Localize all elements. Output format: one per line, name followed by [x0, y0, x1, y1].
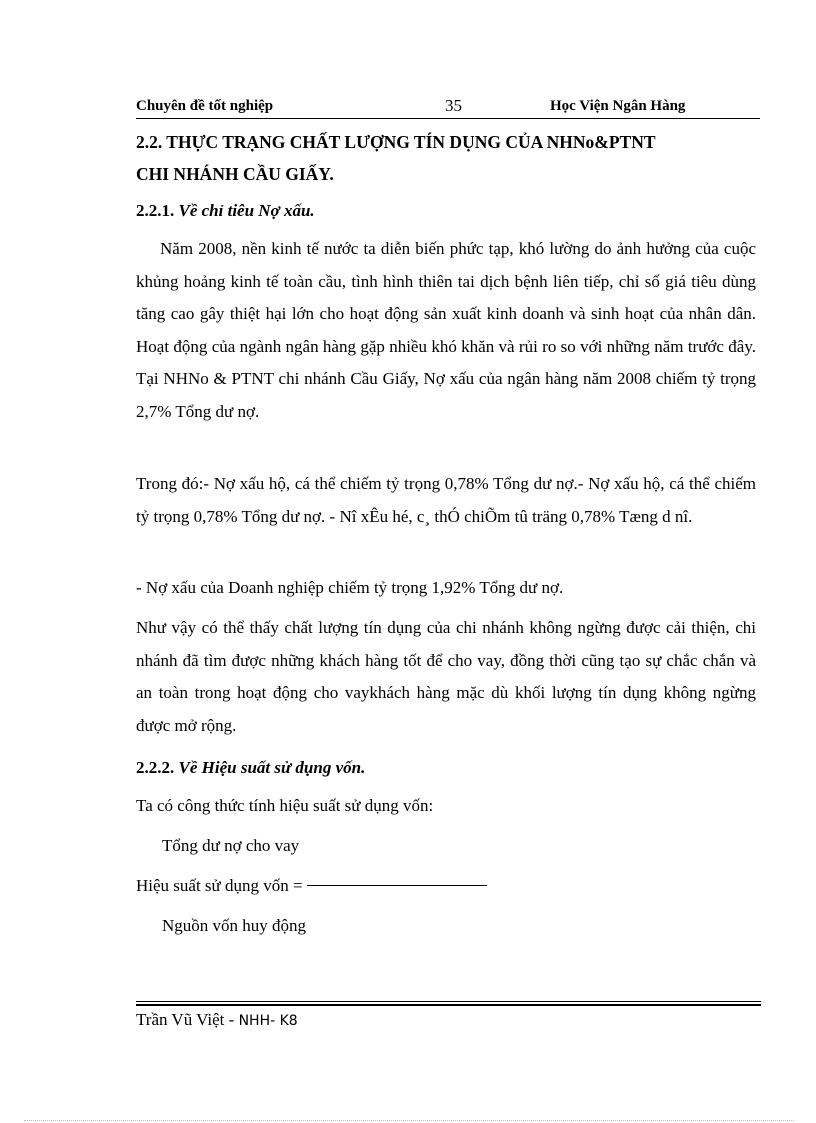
formula-equation	[136, 876, 487, 896]
formula-intro: Ta có công thức tính hiệu suất sử dụng vốn:	[136, 796, 434, 815]
footer-rule-thick	[136, 1004, 761, 1006]
section-title-line-2: CHI NHÁNH CẦU GIẤY.	[136, 164, 334, 184]
section-title-line-1: 2.2. THỰC TRẠNG CHẤT LƯỢNG TÍN DỤNG CỦA NHNo&PTNT	[136, 132, 656, 152]
formula-denominator: Nguồn vốn huy động	[162, 916, 307, 935]
subsection-number: 2.2.1.	[136, 201, 175, 220]
subsection-heading-2-2-2	[136, 758, 365, 778]
footer-author: Trần Vũ Việt -	[136, 1010, 235, 1029]
footer-rule-thin	[136, 1001, 761, 1002]
page-bottom-dotted-edge	[24, 1120, 794, 1121]
header-institution: Học Viện Ngân Hàng	[550, 98, 686, 114]
paragraph-bad-debt-context: Năm 2008, nền kinh tế nước ta diễn biến phức tạp, khó lường do ảnh hưởng của cuộc khủng hoảng kinh tế toàn cầu, tình hình thiên tai dịch bệnh liên tiếp, chỉ số giá tiêu dùng tăng cao gây thiệt hại lớn cho hoạt động sản xuất kinh doanh và sinh hoạt của nhân dân. Hoạt động của ngành ngân hàng gặp nhiều khó khăn và rủi ro so với những năm trước đây. Tại NHNo & PTNT chi nhánh Cầu Giấy, Nợ xấu của ngân hàng năm 2008 chiếm tỷ trọng 2,7% Tổng dư nợ.	[136, 239, 756, 421]
paragraph-bad-debt-breakdown: Trong đó:- Nợ xấu hộ, cá thể chiếm tỷ trọng 0,78% Tổng dư nợ.- Nợ xấu hộ, cá thể chiếm tỷ trọng 0,78% Tổng dư nợ. - Nî xÊu hé, c¸ thÓ chiÕm tû träng 0,78% Tæng d nî.	[136, 474, 756, 526]
subsection-number: 2.2.2.	[136, 758, 175, 777]
fraction-bar	[307, 885, 487, 886]
page-header	[136, 96, 760, 119]
paragraph-enterprise-bad-debt: - Nợ xấu của Doanh nghiệp chiếm tỷ trọng 1,92% Tổng dư nợ.	[136, 578, 564, 597]
page-number: 35	[445, 96, 462, 115]
subsection-heading-2-2-1	[136, 201, 315, 221]
paragraph-conclusion: Như vậy có thể thấy chất lượng tín dụng của chi nhánh không ngừng được cải thiện, chi nhánh đã tìm được những khách hàng tốt để cho vay, đồng thời cũng tạo sự chắc chắn và an toàn trong hoạt động cho vaykhách hàng mặc dù khối lượng tín dụng không ngừng được mở rộng.	[136, 618, 756, 735]
footer-class-code: NHH- K8	[238, 1013, 298, 1029]
section-title	[136, 126, 760, 190]
subsection-title: Về Hiệu suất sử dụng vốn.	[178, 758, 366, 777]
formula-numerator: Tổng dư nợ cho vay	[162, 836, 300, 855]
formula-lhs: Hiệu suất sử dụng vốn =	[136, 876, 303, 895]
subsection-title: Về chỉ tiêu Nợ xấu.	[178, 201, 315, 220]
page-footer	[136, 1010, 298, 1030]
header-thesis-label: Chuyên đề tốt nghiệp	[136, 98, 274, 114]
